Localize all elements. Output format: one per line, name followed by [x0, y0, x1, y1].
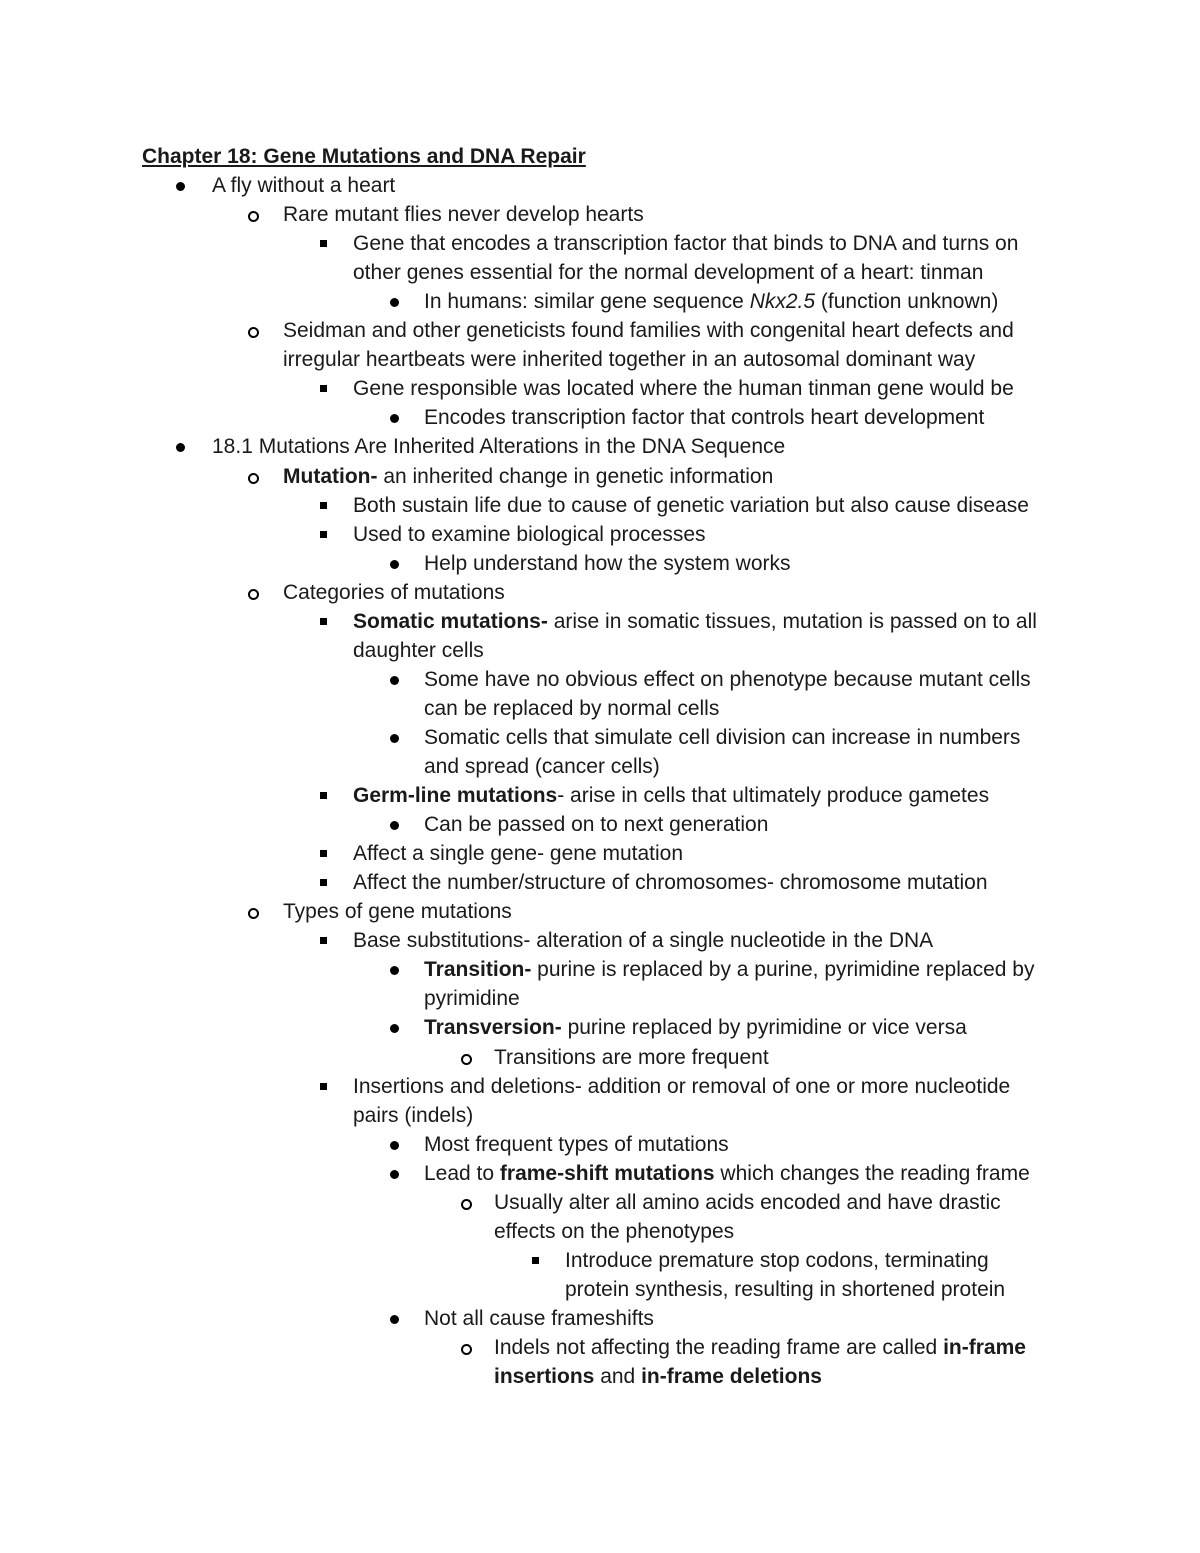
filled-circle-bullet: [390, 676, 399, 685]
line-text: Used to examine biological processes: [353, 522, 706, 546]
line-text: Most frequent types of mutations: [424, 1132, 729, 1156]
line-text: purine replaced by pyrimidine or vice versa: [561, 1016, 967, 1040]
hollow-circle-bullet: [461, 1054, 472, 1065]
line-text: can be replaced by normal cells: [424, 696, 720, 720]
square-bullet: [320, 937, 327, 944]
hollow-circle-bullet: [248, 211, 259, 222]
line-text: - arise in cells that ultimately produce gametes: [557, 784, 990, 808]
outline-line: [424, 403, 984, 432]
outline-line: [424, 549, 791, 578]
bold-term: in-frame: [943, 1336, 1026, 1359]
line-text: Affect the number/structure of chromosomes- chromosome mutation: [353, 871, 988, 895]
outline-line: [494, 1188, 1001, 1217]
hollow-circle-bullet: [248, 473, 259, 484]
outline-line: [494, 1362, 822, 1391]
filled-circle-bullet: [390, 1170, 399, 1179]
filled-circle-bullet: [390, 1024, 399, 1033]
line-text: protein synthesis, resulting in shortened protein: [565, 1277, 1006, 1301]
bold-term: insertions: [494, 1365, 595, 1389]
line-text: and spread (cancer cells): [424, 755, 660, 778]
line-text: Both sustain life due to cause of genetic variation but also cause disease: [353, 493, 1029, 517]
filled-circle-bullet: [390, 298, 399, 307]
outline-line: [424, 984, 520, 1013]
line-text: Can be passed on to next generation: [424, 813, 769, 837]
outline-line: [353, 636, 484, 665]
line-text: A fly without a heart: [212, 174, 396, 197]
hollow-circle-bullet: [461, 1199, 472, 1210]
outline-line: [494, 1043, 769, 1072]
outline-line: [283, 200, 644, 229]
line-text: Help understand how the system works: [424, 551, 791, 575]
line-text: Indels not affecting the reading frame are called: [494, 1336, 944, 1359]
outline-line: [424, 1159, 1030, 1188]
line-text: Insertions and deletions- addition or removal of one or more nucleotide: [353, 1074, 1011, 1098]
outline-line: [565, 1246, 989, 1275]
outline-line: [353, 607, 1037, 636]
outline-line: [353, 491, 1029, 520]
outline-line: [424, 1304, 654, 1333]
outline-line: [353, 229, 1018, 258]
line-text: effects on the phenotypes: [494, 1219, 735, 1243]
outline-line: [565, 1275, 1005, 1304]
outline-line: [353, 781, 989, 810]
line-text: an inherited change in genetic information: [377, 464, 774, 488]
line-text: Lead to: [424, 1161, 500, 1185]
hollow-circle-bullet: [248, 589, 259, 600]
outline-line: [424, 287, 998, 316]
square-bullet: [320, 850, 327, 857]
line-text: In humans: similar gene sequence: [424, 290, 750, 314]
square-bullet: [320, 502, 327, 509]
line-text: Seidman and other geneticists found families with congenital heart defects and: [283, 319, 1014, 343]
filled-circle-bullet: [390, 734, 399, 743]
line-text: purine is replaced by a purine, pyrimidine replaced by: [531, 958, 1035, 982]
line-text: Introduce premature stop codons, terminating: [565, 1248, 989, 1272]
outline-line: [283, 897, 512, 926]
page-title: Chapter 18: Gene Mutations and DNA Repair: [142, 145, 586, 168]
hollow-circle-bullet: [461, 1344, 472, 1355]
filled-circle-bullet: [390, 560, 399, 569]
outline-line: [424, 752, 660, 781]
outline-line: [424, 1013, 967, 1042]
filled-circle-bullet: [390, 966, 399, 975]
line-text: Gene that encodes a transcription factor that binds to DNA and turns on: [353, 232, 1019, 256]
line-text: Base substitutions- alteration of a single nucleotide in the DNA: [353, 929, 934, 953]
line-text: Some have no obvious effect on phenotype because mutant cells: [424, 667, 1031, 691]
outline-line: [212, 432, 785, 461]
square-bullet: [320, 792, 327, 799]
line-text: and: [594, 1365, 642, 1389]
outline-line: [353, 258, 983, 287]
square-bullet: [320, 240, 327, 247]
outline-line: [424, 955, 1034, 984]
outline-line: [283, 345, 975, 374]
line-text: daughter cells: [353, 638, 484, 662]
bold-term: Germ-line mutations: [353, 784, 558, 808]
outline-line: [353, 1101, 473, 1130]
line-text: other genes essential for the normal development of a heart: tinman: [353, 261, 984, 285]
italic-term: Nkx2.5: [749, 290, 816, 314]
line-text: arise in somatic tissues, mutation is passed on to all: [547, 609, 1037, 633]
filled-circle-bullet: [390, 821, 399, 830]
line-text: Somatic cells that simulate cell division can increase in numbers: [424, 725, 1021, 749]
outline-line: [424, 1130, 729, 1159]
outline-line: [494, 1217, 734, 1246]
outline-line: [283, 316, 1014, 345]
line-text: Affect a single gene- gene mutation: [353, 842, 684, 866]
outline-line: [424, 723, 1020, 752]
square-bullet: [320, 531, 327, 538]
square-bullet: [320, 1083, 327, 1090]
line-text: which changes the reading frame: [714, 1161, 1030, 1185]
filled-circle-bullet: [390, 1141, 399, 1150]
filled-circle-bullet: [176, 182, 185, 191]
bold-term: Transition-: [424, 958, 532, 982]
line-text: Types of gene mutations: [283, 900, 512, 924]
hollow-circle-bullet: [248, 908, 259, 919]
filled-circle-bullet: [390, 414, 399, 423]
square-bullet: [320, 879, 327, 886]
square-bullet: [532, 1257, 539, 1264]
outline-line: [353, 868, 988, 897]
bold-term: frame-shift mutations: [499, 1161, 715, 1185]
outline-line: [212, 171, 395, 200]
outline-line: [424, 694, 719, 723]
square-bullet: [320, 618, 327, 625]
outline-line: [283, 462, 773, 491]
outline-line: [424, 810, 768, 839]
outline-line: [424, 665, 1031, 694]
line-text: Categories of mutations: [283, 580, 505, 604]
bold-term: Transversion-: [424, 1016, 562, 1040]
filled-circle-bullet: [390, 1315, 399, 1324]
square-bullet: [320, 385, 327, 392]
outline-line: [353, 926, 933, 955]
line-text: Gene responsible was located where the human tinman gene would be: [353, 377, 1014, 401]
bold-term: Somatic mutations-: [353, 609, 548, 633]
bold-term: in-frame deletions: [641, 1365, 822, 1389]
line-text: Usually alter all amino acids encoded and have drastic: [494, 1190, 1001, 1214]
hollow-circle-bullet: [248, 327, 259, 338]
line-text: 18.1 Mutations Are Inherited Alterations in the DNA Sequence: [212, 435, 786, 459]
outline-line: [353, 1072, 1010, 1101]
outline-line: [353, 839, 683, 868]
line-text: (function unknown): [815, 290, 999, 314]
outline-line: [494, 1333, 1026, 1362]
line-text: Rare mutant flies never develop hearts: [283, 203, 644, 227]
bold-term: Mutation-: [283, 464, 378, 488]
outline-line: [353, 374, 1014, 403]
outline-line: [353, 520, 706, 549]
outline-line: [283, 578, 505, 607]
line-text: pairs (indels): [353, 1103, 474, 1127]
filled-circle-bullet: [176, 443, 185, 452]
line-text: Transitions are more frequent: [494, 1045, 769, 1069]
line-text: irregular heartbeats were inherited together in an autosomal dominant way: [283, 348, 976, 372]
line-text: pyrimidine: [424, 987, 520, 1011]
line-text: Encodes transcription factor that controls heart development: [424, 406, 985, 430]
line-text: Not all cause frameshifts: [424, 1306, 654, 1330]
